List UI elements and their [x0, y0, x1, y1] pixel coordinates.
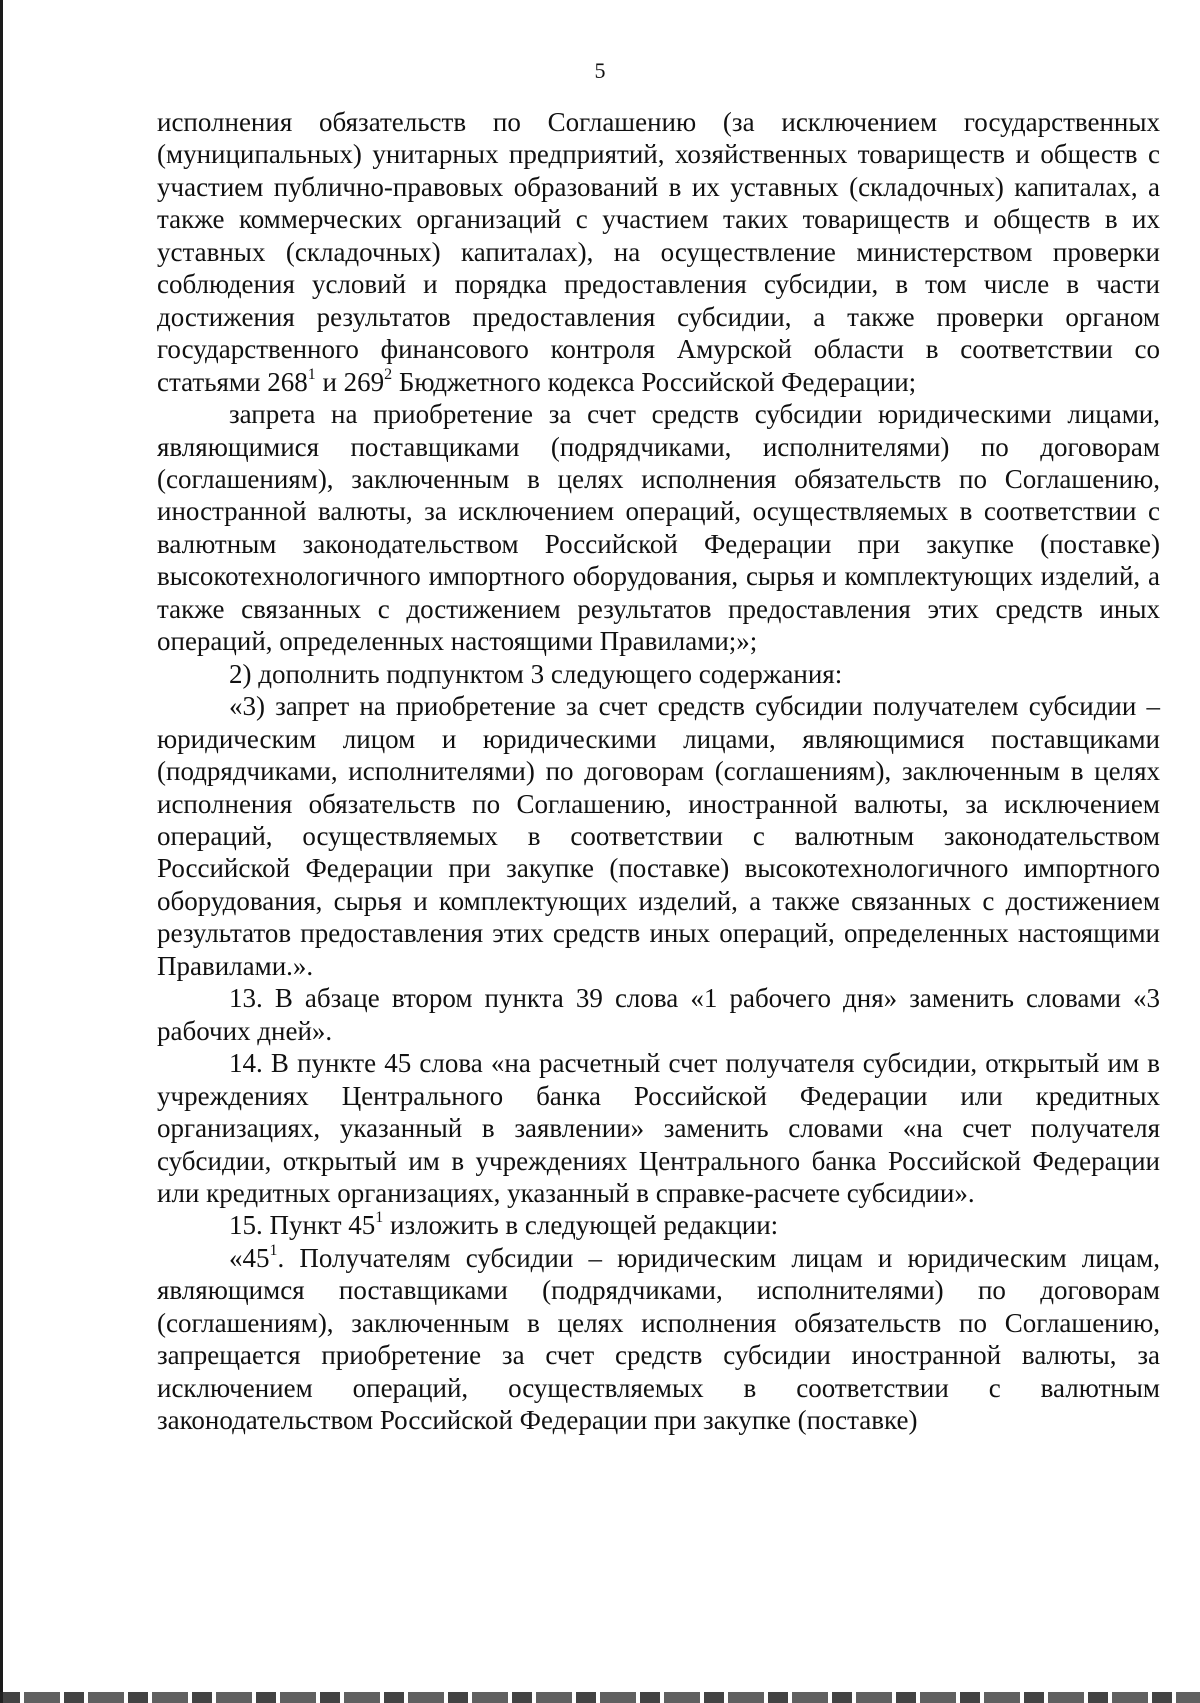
paragraph — [157, 982, 1160, 1047]
paragraph-text: «3) запрет на приобретение за счет средств субсидии получателем субсидии – юридическим лицом и юридическими лицами, являющимися поставщиками (подрядчиками, исполнителями) по договорам (соглашениям), заключенным в целях исполнения обязательств по Соглашению, иностранной валюты, за исключением операций, осуществляемых в соответствии с валютным законодательством Российской Федерации при закупке (поставке) высокотехнологичного импортного оборудования, сырья и комплектующих изделий, а также связанных с достижением результатов предоставления этих средств иных операций, определенных настоящими Правилами.». — [157, 691, 1160, 981]
superscript: 1 — [269, 1241, 278, 1259]
paragraph-text: «45 — [229, 1242, 270, 1273]
paragraph-text: 14. В пункте 45 слова «на расчетный счет получателя субсидии, открытый им в учреждениях Центрального банка Российской Федерации или кредитных организациях, указанный в заявлении» заменить словами «на счет получателя субсидии, открытый им в учреждениях Центрального банка Российской Федерации или кредитных организациях, указанный в справке-расчете субсидии». — [157, 1048, 1160, 1208]
paragraph — [157, 1242, 1160, 1437]
paragraph-text: 13. В абзаце втором пункта 39 слова «1 рабочего дня» заменить словами «3 рабочих дней». — [157, 983, 1160, 1046]
superscript: 1 — [375, 1209, 384, 1227]
paragraph-text: Бюджетного кодекса Российской Федерации; — [392, 366, 917, 397]
paragraph — [157, 398, 1160, 658]
paragraph-text: . Получателям субсидии – юридическим лицам и юридическим лицам, являющимся поставщиками (подрядчиками, исполнителями) по договорам (соглашениям), заключенным в целях исполнения обязательств по Соглашению, запрещается приобретение за счет средств субсидии иностранной валюты, за исключением операций, осуществляемых в соответствии с валютным законодательством Российской Федерации при закупке (поставке) — [157, 1242, 1160, 1436]
paragraph-text: и 269 — [315, 366, 385, 397]
paragraph-text: исполнения обязательств по Соглашению (за исключением государственных (муниципальных) унитарных предприятий, хозяйственных товариществ и обществ с участием публично-правовых образований в их уставных (складочных) капиталах, а также коммерческих организаций с участием таких товариществ и обществ в их уставных (складочных) капиталах), на осуществление министерством проверки соблюдения условий и порядка предоставления субсидии, в том числе в части достижения результатов предоставления субсидии, а также проверки органом государственного финансового контроля Амурской области в соответствии со статьями 268 — [157, 107, 1160, 397]
scan-edge-left — [0, 0, 3, 1703]
paragraph — [157, 1047, 1160, 1209]
paragraph-text: 2) дополнить подпунктом 3 следующего содержания: — [229, 658, 843, 689]
paragraph — [157, 690, 1160, 982]
paragraph-text: запрета на приобретение за счет средств субсидии юридическими лицами, являющимися поставщиками (подрядчиками, исполнителями) по договорам (соглашениям), заключенным в целях исполнения обязательств по Соглашению, иностранной валюты, за исключением операций, осуществляемых в соответствии с валютным законодательством Российской Федерации при закупке (поставке) высокотехнологичного импортного оборудования, сырья и комплектующих изделий, а также связанных с достижением результатов предоставления этих средств иных операций, определенных настоящими Правилами;»; — [157, 399, 1160, 657]
page-number: 5 — [594, 58, 606, 83]
paragraph — [157, 106, 1160, 398]
paragraph-text: изложить в следующей редакции: — [383, 1210, 779, 1241]
paragraph — [157, 1209, 1160, 1241]
superscript: 1 — [307, 365, 316, 383]
document-body — [157, 106, 1160, 1437]
paragraph-text: 15. Пункт 45 — [229, 1210, 376, 1241]
superscript: 2 — [384, 365, 393, 383]
paragraph — [157, 658, 1160, 690]
scan-edge-bottom — [0, 1692, 1200, 1703]
